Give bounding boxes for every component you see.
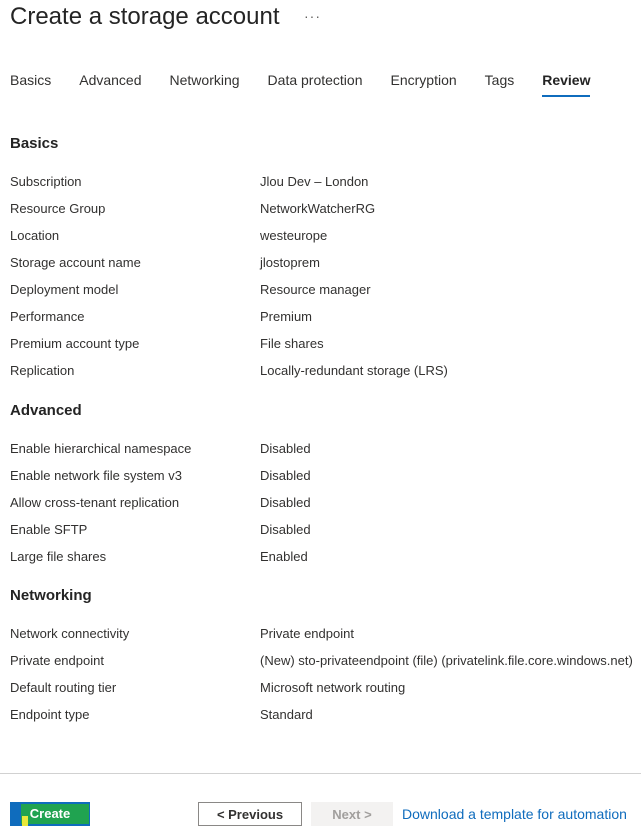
section-heading-advanced: Advanced: [10, 402, 82, 419]
row-value: Microsoft network routing: [260, 680, 406, 695]
summary-row: [10, 705, 641, 725]
row-value: Premium: [260, 309, 313, 324]
summary-row: [10, 280, 641, 300]
row-value: File shares: [260, 336, 324, 351]
tab-tags[interactable]: Tags: [484, 72, 515, 88]
section-heading-networking: Networking: [10, 587, 92, 604]
create-button-label: Create: [29, 806, 71, 821]
row-label: Enable hierarchical namespace: [10, 441, 192, 456]
row-label: Storage account name: [10, 255, 141, 270]
row-label: Premium account type: [10, 336, 140, 351]
row-label: Resource Group: [10, 201, 106, 216]
tab-basics[interactable]: Basics: [10, 72, 52, 88]
tab-review[interactable]: Review: [542, 70, 590, 97]
row-label: Large file shares: [10, 549, 107, 564]
row-label: Enable SFTP: [10, 522, 88, 537]
row-value: Locally-redundant storage (LRS): [260, 363, 448, 378]
row-value: Disabled: [260, 468, 311, 483]
summary-row: [10, 253, 641, 273]
row-label: Replication: [10, 363, 75, 378]
previous-button[interactable]: < Previous: [198, 802, 302, 826]
tab-encryption[interactable]: Encryption: [390, 72, 457, 88]
summary-row: [10, 334, 641, 354]
summary-row: [10, 307, 641, 327]
tab-networking[interactable]: Networking: [169, 72, 240, 88]
download-template-link[interactable]: Download a template for automation: [402, 806, 627, 822]
row-label: Allow cross-tenant replication: [10, 495, 180, 510]
summary-row: [10, 439, 641, 459]
row-value: westeurope: [260, 228, 328, 243]
row-value: Standard: [260, 707, 313, 722]
tab-advanced[interactable]: Advanced: [79, 72, 142, 88]
summary-row: [10, 172, 641, 192]
summary-row: [10, 199, 641, 219]
row-value: Enabled: [260, 549, 308, 564]
more-options-icon[interactable]: ···: [304, 8, 321, 24]
row-label: Enable network file system v3: [10, 468, 182, 483]
summary-row: [10, 547, 641, 567]
summary-row: [10, 520, 641, 540]
row-label: Location: [10, 228, 60, 243]
row-value: (New) sto-privateendpoint (file) (privatelink.file.core.windows.net): [260, 653, 633, 668]
summary-row: [10, 466, 641, 486]
row-label: Network connectivity: [10, 626, 130, 641]
create-button[interactable]: [10, 802, 90, 826]
summary-row: [10, 651, 641, 671]
row-label: Deployment model: [10, 282, 119, 297]
summary-row: [10, 226, 641, 246]
row-value: Private endpoint: [260, 626, 354, 641]
row-label: Subscription: [10, 174, 82, 189]
row-label: Performance: [10, 309, 85, 324]
section-heading-basics: Basics: [10, 135, 59, 152]
summary-row: [10, 493, 641, 513]
tab-data-protection[interactable]: Data protection: [267, 72, 363, 88]
next-button[interactable]: Next >: [311, 802, 393, 826]
row-label: Private endpoint: [10, 653, 104, 668]
row-value: jlostoprem: [260, 255, 320, 270]
page-title: Create a storage account: [10, 3, 280, 30]
row-value: NetworkWatcherRG: [260, 201, 376, 216]
tab-bar: [10, 70, 618, 100]
footer-divider: [0, 773, 641, 774]
summary-row: [10, 361, 641, 381]
row-value: Disabled: [260, 522, 311, 537]
row-value: Disabled: [260, 441, 311, 456]
row-label: Endpoint type: [10, 707, 90, 722]
summary-row: [10, 678, 641, 698]
row-value: Resource manager: [260, 282, 371, 297]
summary-row: [10, 624, 641, 644]
row-value: Disabled: [260, 495, 311, 510]
row-label: Default routing tier: [10, 680, 117, 695]
row-value: Jlou Dev – London: [260, 174, 369, 189]
